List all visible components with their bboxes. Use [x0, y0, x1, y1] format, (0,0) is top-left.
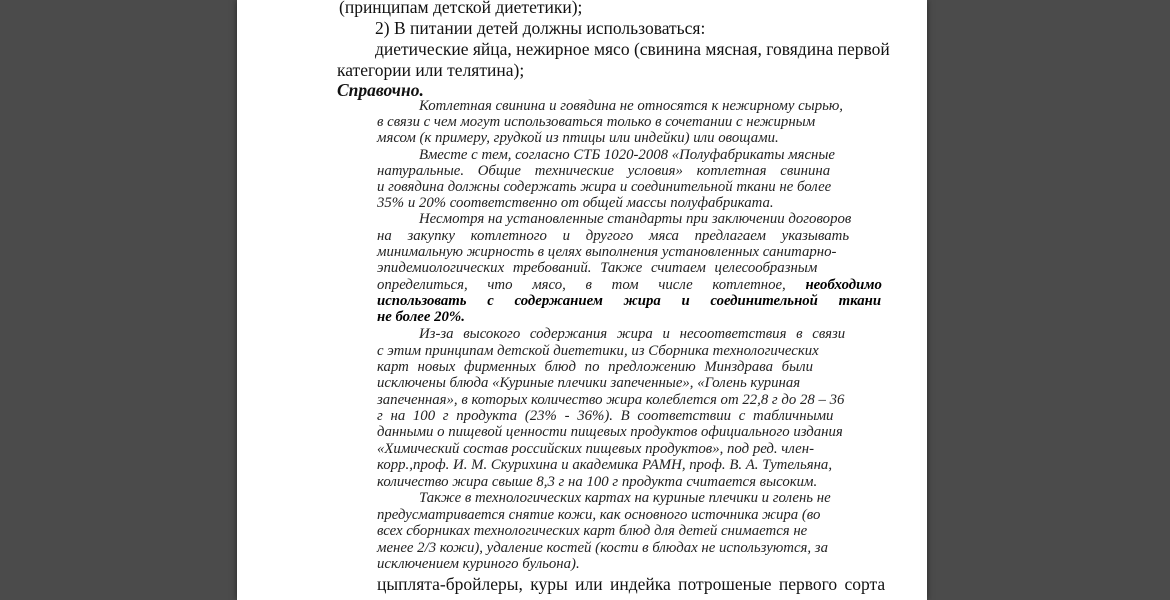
p3-line: минимальную жирность в целях выполнения установленных санитарно- — [377, 244, 837, 260]
p4-line: с этим принципам детской диететики, из Сборника технологических — [377, 343, 819, 359]
p2-line: 35% и 20% соответственно от общей массы полуфабриката. — [377, 195, 774, 211]
p3-bold-line: использовать с содержанием жира и соединительной ткани — [377, 293, 882, 309]
intro-line: диетические яйца, нежирное мясо (свинина мясная, говядина первой — [375, 39, 890, 59]
p1-line: мясом (к примеру, грудкой из птицы или индейки) или овощами. — [377, 130, 779, 146]
p4-line: г на 100 г продукта (23% - 36%). В соответствии с табличными — [377, 408, 834, 424]
p3-line-text: определиться, что мясо, в том числе котлетное, — [377, 277, 786, 293]
p5-line: Также в технологических картах на куриные плечики и голень не — [419, 490, 831, 506]
outro-line: цыплята-бройлеры, куры или индейка потрошеные первого сорта — [377, 574, 886, 594]
p1-line: Котлетная свинина и говядина не относятся к нежирному сырью, — [419, 98, 843, 114]
p4-line: количество жира свыше 8,3 г на 100 г продукта считается высоким. — [377, 474, 818, 490]
p1-line: в связи с чем могут использоваться только в сочетании с нежирным — [377, 114, 816, 130]
p4-line: данными о пищевой ценности пищевых продуктов официального издания — [377, 424, 843, 440]
document-page — [237, 0, 927, 600]
p4-line: Из-за высокого содержания жира и несоответствия в связи — [419, 326, 846, 342]
p3-line — [377, 278, 882, 293]
intro-line: 2) В питании детей должны использоваться: — [375, 18, 706, 38]
p3-bold-tail: необходимо — [805, 277, 882, 293]
intro-line: категории или телятина); — [337, 60, 525, 80]
p2-line: и говядина должны содержать жира и соединительной ткани не более — [377, 179, 832, 195]
p2-line: натуральные. Общие технические условия» котлетная свинина — [377, 163, 831, 179]
p4-line: карт новых фирменных блюд по предложению Минздрава были — [377, 359, 813, 375]
p2-line: Вместе с тем, согласно СТБ 1020-2008 «Полуфабрикаты мясные — [419, 147, 835, 163]
p3-line: на закупку котлетного и другого мяса предлагаем указывать — [377, 228, 850, 244]
p4-line: запеченная», в которых количество жира колеблется от 22,8 г до 28 – 36 — [377, 392, 845, 408]
p5-line: исключением куриного бульона). — [377, 556, 580, 572]
intro-line: (принципам детской диететики); — [339, 0, 583, 17]
reference-heading: Справочно. — [337, 80, 424, 100]
p3-line: Несмотря на установленные стандарты при заключении договоров — [419, 211, 852, 227]
p3-line: эпидемиологических требований. Также считаем целесообразным — [377, 260, 818, 276]
p3-bold-line: не более 20%. — [377, 309, 465, 325]
p4-line: исключены блюда «Куриные плечики запеченные», «Голень куриная — [377, 375, 801, 391]
p4-line: «Химический состав российских пищевых продуктов», под ред. член- — [377, 441, 815, 457]
p5-line: всех сборниках технологических карт блюд для детей снимается не — [377, 523, 808, 539]
p5-line: менее 2/3 кожи), удаление костей (кости в блюдах не используются, за — [377, 540, 828, 556]
p5-line: предусматривается снятие кожи, как основного источника жира (во — [377, 507, 821, 523]
p4-line: корр.,проф. И. М. Скурихина и академика РАМН, проф. В. А. Тутельяна, — [377, 457, 833, 473]
